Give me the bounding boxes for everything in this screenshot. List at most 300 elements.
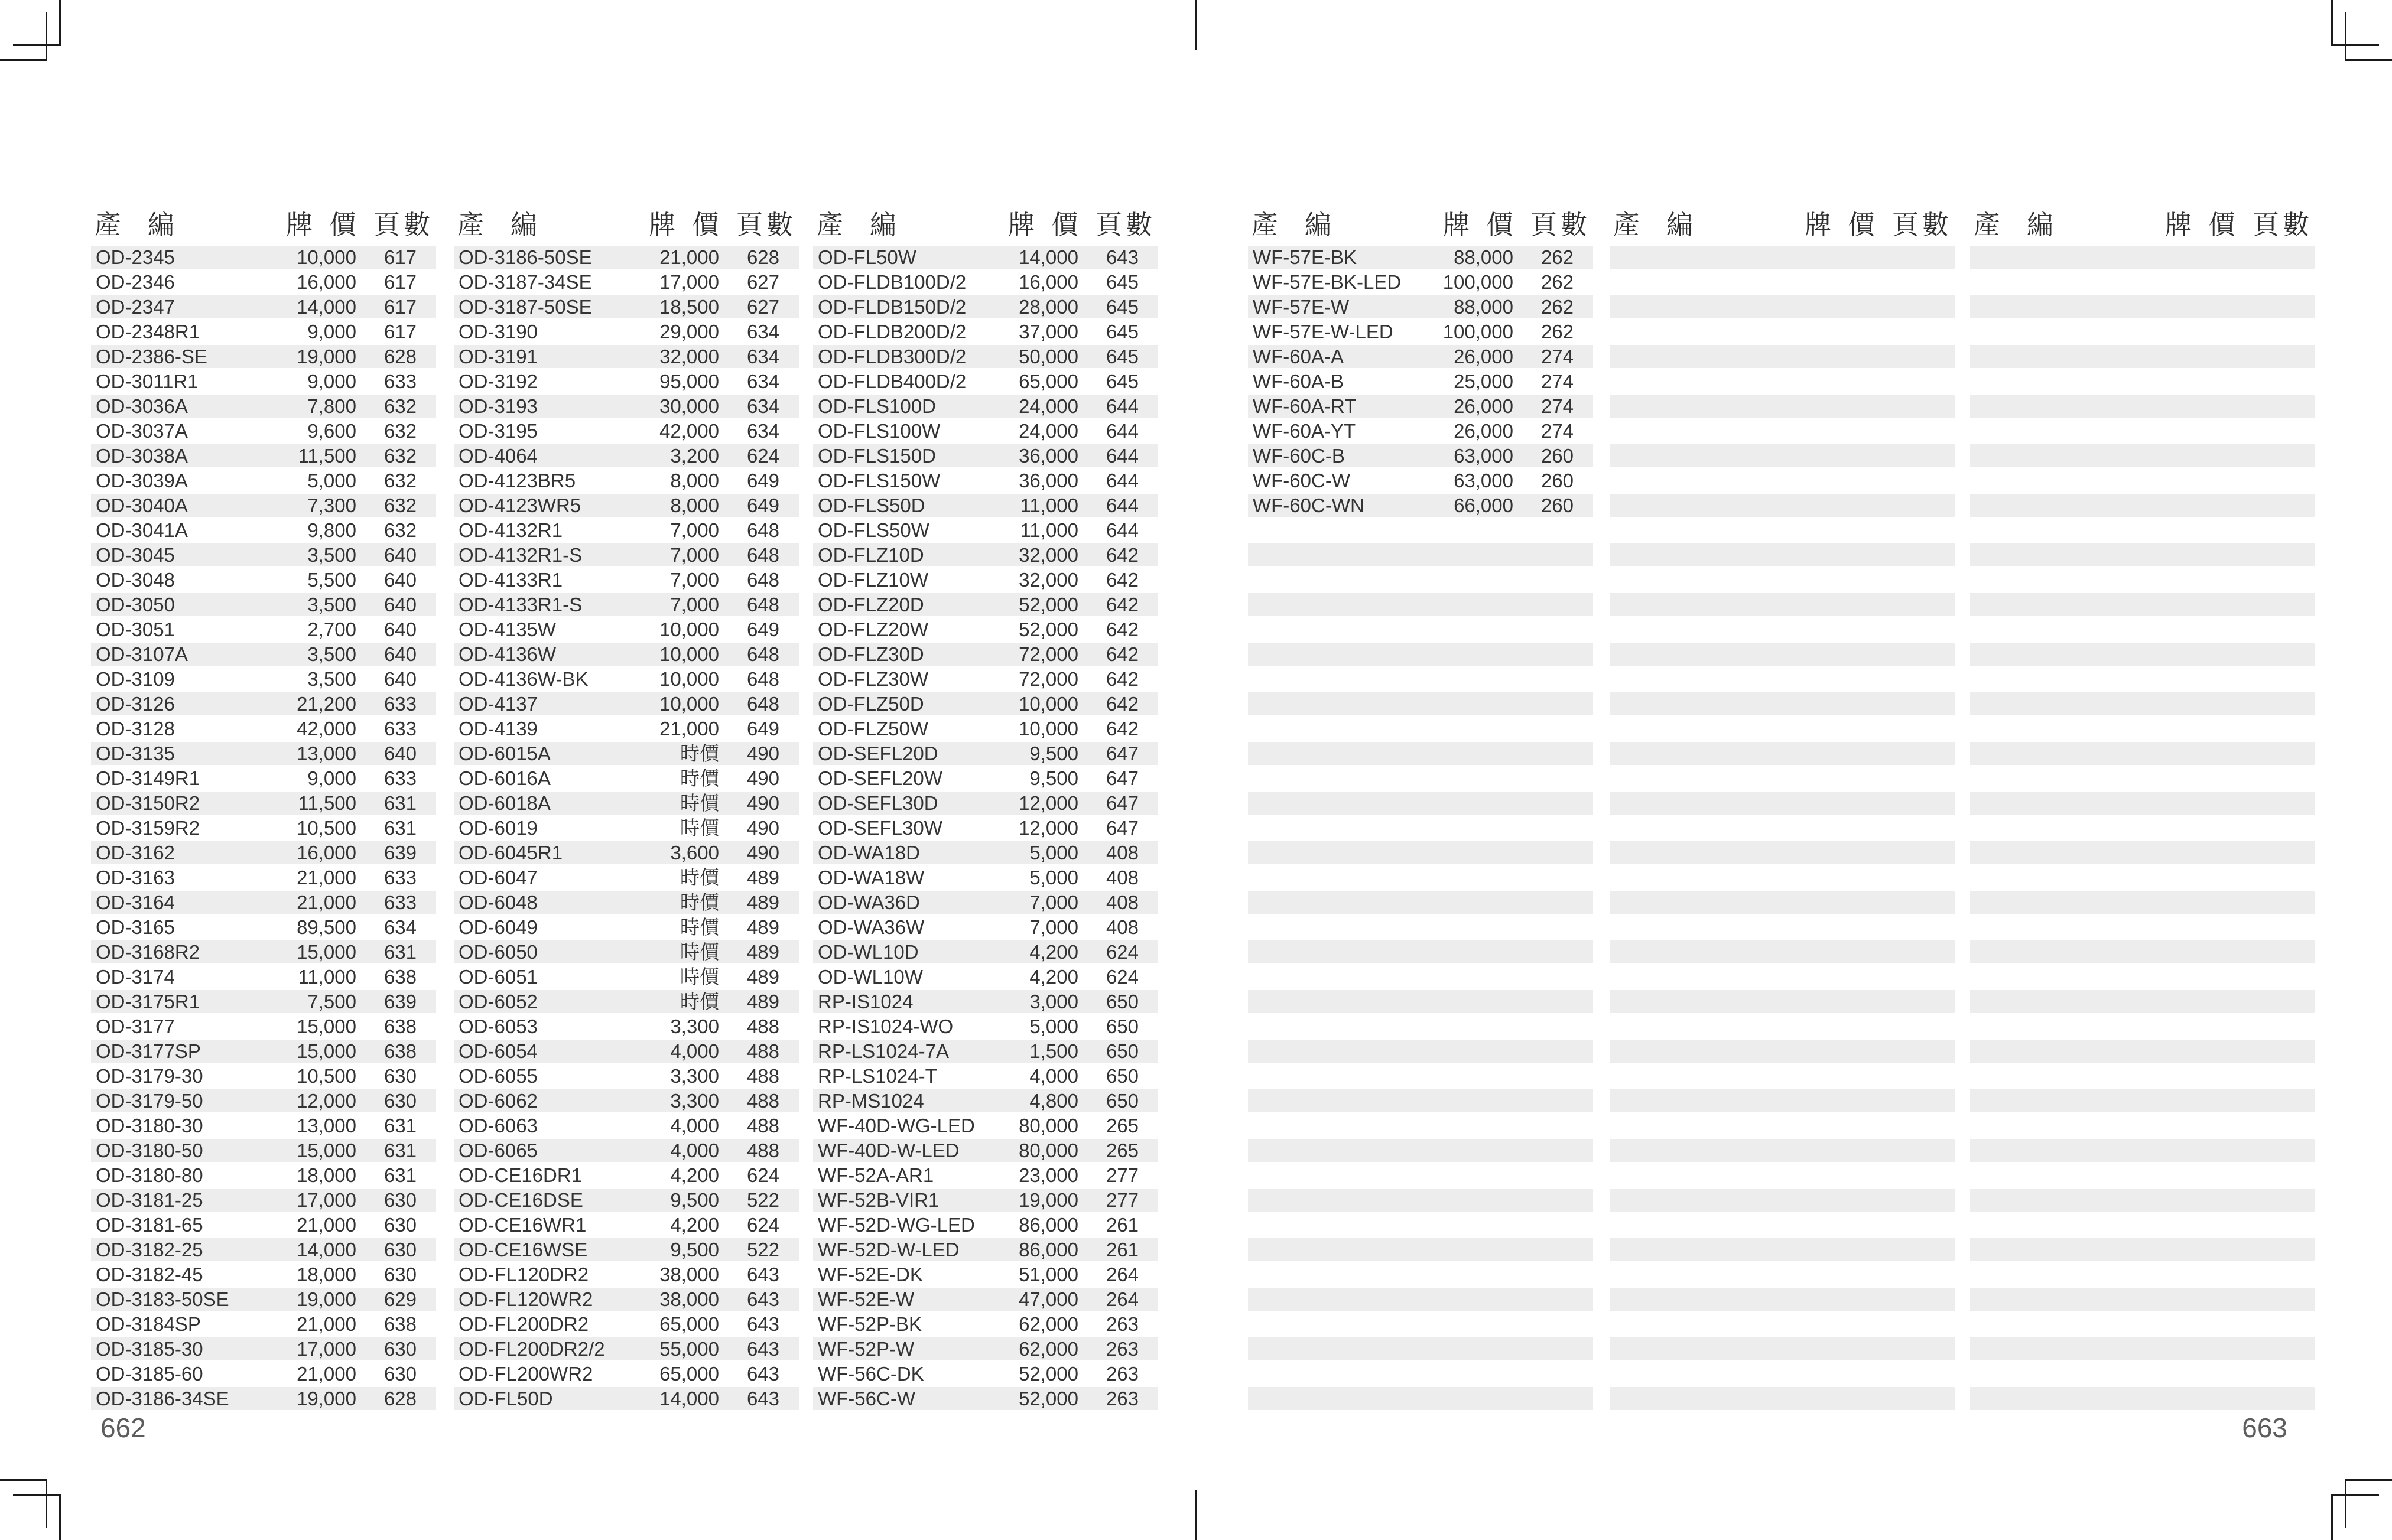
table-row	[1248, 1238, 1593, 1261]
list-price-cell: 21,000	[297, 1363, 356, 1385]
fold-mark-bottom-center	[1195, 1490, 1197, 1540]
table-row	[454, 1139, 799, 1162]
page-ref-cell: 262	[1540, 246, 1574, 268]
product-code-cell: WF-52P-W	[818, 1338, 915, 1360]
page-ref-cell: 490	[746, 743, 779, 764]
page-ref-cell: 645	[1106, 271, 1139, 293]
list-price-cell: 時價	[680, 916, 719, 938]
product-code-cell: OD-6065	[459, 1139, 538, 1161]
page-ref-cell: 489	[746, 941, 779, 963]
table-row	[813, 444, 1158, 467]
table-row	[1970, 246, 2315, 269]
product-code-cell: OD-6063	[459, 1115, 538, 1137]
page-ref-cell: 633	[384, 693, 417, 715]
product-code-cell: OD-CE16DR1	[459, 1164, 583, 1186]
list-price-header: 牌 價	[286, 210, 356, 240]
table-row	[1610, 568, 1955, 591]
page-ref-cell: 631	[384, 1164, 417, 1186]
page-ref-cell: 633	[384, 370, 417, 392]
product-code-cell: OD-4136W-BK	[459, 668, 589, 690]
table-row	[1970, 816, 2315, 839]
page-ref-cell: 489	[746, 891, 779, 913]
product-code-cell: OD-3040A	[96, 494, 188, 516]
list-price-cell: 8,000	[670, 494, 719, 516]
table-row	[1610, 1313, 1955, 1336]
list-price-cell: 21,000	[297, 1313, 356, 1335]
table-row	[1970, 692, 2315, 715]
table-row	[1970, 866, 2315, 889]
table-row	[813, 668, 1158, 691]
page-ref-cell: 261	[1106, 1239, 1139, 1261]
product-code-cell: OD-FL50W	[818, 246, 916, 268]
list-price-cell: 17,000	[659, 271, 719, 293]
page-ref-cell: 642	[1106, 544, 1139, 566]
product-code-cell: OD-FLS100D	[818, 395, 936, 417]
price-index-column	[1610, 201, 1955, 246]
product-code-cell: OD-SEFL20W	[818, 767, 942, 789]
page-ref-cell: 648	[746, 544, 779, 566]
table-row	[813, 940, 1158, 963]
table-row	[813, 519, 1158, 542]
list-price-cell: 86,000	[1019, 1239, 1078, 1261]
table-row	[813, 370, 1158, 393]
table-row	[813, 1288, 1158, 1311]
table-row	[454, 866, 799, 889]
column-header	[1970, 201, 2315, 246]
table-row	[1248, 469, 1593, 492]
list-price-cell: 52,000	[1019, 1363, 1078, 1385]
table-row	[1970, 1089, 2315, 1112]
page-ref-cell: 628	[384, 1388, 417, 1409]
table-row	[1970, 990, 2315, 1013]
product-code-cell: OD-FLS100W	[818, 420, 941, 442]
table-row	[1248, 519, 1593, 542]
table-row	[454, 1213, 799, 1236]
list-price-cell: 時價	[680, 966, 719, 988]
page-ref-cell: 644	[1106, 494, 1139, 516]
price-index-column	[1970, 201, 2315, 246]
table-row	[1610, 419, 1955, 442]
list-price-cell: 21,000	[659, 246, 719, 268]
page-ref-cell: 648	[746, 668, 779, 690]
list-price-header: 牌 價	[1008, 210, 1078, 240]
table-row	[454, 345, 799, 368]
column-header	[454, 201, 799, 246]
list-price-cell: 72,000	[1019, 643, 1078, 665]
table-row	[813, 1189, 1158, 1212]
table-row	[1610, 965, 1955, 988]
table-row	[91, 494, 436, 517]
page-ref-cell: 644	[1106, 395, 1139, 417]
table-row	[91, 1114, 436, 1137]
product-code-cell: OD-3036A	[96, 395, 188, 417]
table-row	[454, 320, 799, 343]
table-row	[813, 1362, 1158, 1385]
list-price-cell: 50,000	[1019, 346, 1078, 367]
page-ref-header: 頁數	[373, 210, 434, 240]
page-ref-cell: 631	[384, 792, 417, 814]
page-ref-cell: 624	[1106, 941, 1139, 963]
product-code-cell: OD-6052	[459, 991, 538, 1012]
table-row	[1970, 1114, 2315, 1137]
product-code-cell: OD-3179-30	[96, 1065, 203, 1087]
product-code-cell: OD-3045	[96, 544, 175, 566]
table-row	[813, 1064, 1158, 1088]
table-row	[1248, 1040, 1593, 1063]
table-row	[813, 568, 1158, 591]
product-code-cell: OD-3179-50	[96, 1090, 203, 1112]
table-row	[1610, 1089, 1955, 1112]
list-price-cell: 時價	[680, 941, 719, 963]
table-row	[454, 1164, 799, 1187]
list-price-cell: 5,000	[1029, 842, 1078, 864]
table-row	[1970, 494, 2315, 517]
product-code-cell: OD-FLDB300D/2	[818, 346, 967, 367]
table-row	[1610, 916, 1955, 939]
page-ref-cell: 644	[1106, 445, 1139, 467]
page-ref-cell: 488	[746, 1115, 779, 1137]
table-row	[1970, 742, 2315, 765]
page-ref-cell: 640	[384, 643, 417, 665]
product-code-cell: OD-FL200DR2	[459, 1313, 589, 1335]
table-row	[91, 271, 436, 294]
table-row	[1970, 395, 2315, 418]
product-code-cell: OD-3191	[459, 346, 538, 367]
table-row	[454, 1114, 799, 1137]
list-price-cell: 10,000	[297, 246, 356, 268]
page-ref-cell: 488	[746, 1139, 779, 1161]
page-ref-cell: 490	[746, 792, 779, 814]
page-ref-cell: 632	[384, 494, 417, 516]
column-rows	[1610, 246, 1955, 1412]
table-row	[813, 543, 1158, 566]
page-ref-cell: 262	[1540, 296, 1574, 318]
page-ref-cell: 265	[1106, 1139, 1139, 1161]
product-code-cell: OD-FLS150W	[818, 470, 941, 491]
table-row	[1610, 792, 1955, 815]
page-ref-cell: 639	[384, 842, 417, 864]
list-price-cell: 9,000	[307, 767, 356, 789]
list-price-header: 牌 價	[1805, 210, 1875, 240]
product-code-cell: OD-SEFL20D	[818, 743, 938, 764]
product-code-cell: RP-IS1024	[818, 991, 914, 1012]
product-code-cell: OD-6054	[459, 1040, 538, 1062]
table-row	[91, 1313, 436, 1336]
product-code-cell: WF-60A-RT	[1253, 395, 1357, 417]
table-row	[1248, 916, 1593, 939]
product-code-cell: OD-6019	[459, 817, 538, 839]
product-code-cell: WF-57E-BK	[1253, 246, 1357, 268]
page-ref-cell: 649	[746, 718, 779, 740]
list-price-cell: 12,000	[1019, 817, 1078, 839]
product-code-cell: OD-3186-50SE	[459, 246, 592, 268]
list-price-cell: 65,000	[1019, 370, 1078, 392]
page-ref-cell: 634	[746, 395, 779, 417]
table-row	[1248, 246, 1593, 269]
product-code-cell: OD-4136W	[459, 643, 557, 665]
table-row	[1970, 1288, 2315, 1311]
table-row	[454, 692, 799, 715]
table-row	[454, 717, 799, 740]
table-row	[91, 965, 436, 988]
list-price-cell: 17,000	[297, 1189, 356, 1211]
product-code-cell: OD-3183-50SE	[96, 1288, 229, 1310]
page-ref-cell: 640	[384, 544, 417, 566]
table-row	[91, 395, 436, 418]
list-price-cell: 10,000	[659, 643, 719, 665]
list-price-cell: 21,000	[297, 891, 356, 913]
list-price-cell: 72,000	[1019, 668, 1078, 690]
list-price-cell: 62,000	[1019, 1338, 1078, 1360]
table-row	[454, 295, 799, 318]
list-price-cell: 19,000	[297, 1388, 356, 1409]
table-row	[1610, 1362, 1955, 1385]
list-price-cell: 4,200	[1029, 966, 1078, 988]
page-ref-cell: 649	[746, 494, 779, 516]
table-row	[1248, 692, 1593, 715]
table-row	[1248, 668, 1593, 691]
table-row	[91, 767, 436, 790]
product-code-cell: OD-FLDB200D/2	[818, 321, 967, 343]
product-code-cell: OD-3180-50	[96, 1139, 203, 1161]
table-row	[1970, 1213, 2315, 1236]
table-row	[91, 370, 436, 393]
list-price-cell: 11,500	[298, 792, 356, 814]
product-code-cell: OD-3051	[96, 618, 175, 640]
page-ref-cell: 260	[1540, 470, 1574, 491]
table-row	[454, 1040, 799, 1063]
list-price-cell: 32,000	[1019, 569, 1078, 591]
table-row	[91, 419, 436, 442]
page-ref-cell: 630	[384, 1090, 417, 1112]
product-code-cell: OD-6018A	[459, 792, 551, 814]
product-code-cell: OD-3150R2	[96, 792, 200, 814]
list-price-cell: 5,000	[1029, 1015, 1078, 1037]
list-price-cell: 29,000	[659, 321, 719, 343]
table-row	[91, 1040, 436, 1063]
table-row	[454, 271, 799, 294]
product-code-cell: OD-4133R1	[459, 569, 563, 591]
list-price-cell: 65,000	[659, 1363, 719, 1385]
product-code-header: 產 編	[817, 210, 897, 240]
page-ref-cell: 640	[384, 668, 417, 690]
table-row	[91, 1288, 436, 1311]
product-code-cell: OD-3177	[96, 1015, 175, 1037]
page-ref-cell: 489	[746, 966, 779, 988]
table-row	[454, 1015, 799, 1038]
table-row	[91, 643, 436, 666]
table-row	[1248, 816, 1593, 839]
list-price-cell: 18,000	[297, 1264, 356, 1285]
page-ref-cell: 632	[384, 470, 417, 491]
table-row	[91, 469, 436, 492]
table-row	[91, 593, 436, 616]
table-row	[813, 866, 1158, 889]
page-ref-cell: 642	[1106, 668, 1139, 690]
list-price-cell: 32,000	[1019, 544, 1078, 566]
table-row	[1248, 543, 1593, 566]
product-code-cell: OD-3126	[96, 693, 175, 715]
product-code-cell: OD-4123WR5	[459, 494, 581, 516]
product-code-cell: OD-FLDB400D/2	[818, 370, 967, 392]
product-code-header: 產 編	[1252, 210, 1332, 240]
product-code-cell: RP-LS1024-T	[818, 1065, 937, 1087]
product-code-cell: OD-3135	[96, 743, 175, 764]
table-row	[91, 668, 436, 691]
page-ref-cell: 645	[1106, 346, 1139, 367]
page-ref-cell: 644	[1106, 470, 1139, 491]
table-row	[1970, 444, 2315, 467]
product-code-cell: OD-FLS50W	[818, 519, 930, 541]
product-code-cell: OD-3187-34SE	[459, 271, 592, 293]
table-row	[1970, 1164, 2315, 1187]
table-row	[1248, 295, 1593, 318]
list-price-cell: 4,000	[670, 1139, 719, 1161]
table-row	[1248, 940, 1593, 963]
list-price-header: 牌 價	[1443, 210, 1513, 240]
table-row	[454, 519, 799, 542]
page-ref-cell: 640	[384, 594, 417, 616]
table-row	[1610, 1189, 1955, 1212]
table-row	[1248, 370, 1593, 393]
page-ref-cell: 630	[384, 1065, 417, 1087]
list-price-cell: 4,200	[670, 1164, 719, 1186]
list-price-cell: 88,000	[1454, 246, 1513, 268]
list-price-cell: 37,000	[1019, 321, 1078, 343]
table-row	[91, 1189, 436, 1212]
table-row	[1610, 295, 1955, 318]
page-ref-cell: 277	[1106, 1164, 1139, 1186]
product-code-cell: OD-FLZ50D	[818, 693, 924, 715]
page-ref-header: 頁數	[2253, 210, 2313, 240]
page-ref-cell: 634	[746, 420, 779, 442]
page-ref-cell: 488	[746, 1090, 779, 1112]
list-price-cell: 13,000	[297, 743, 356, 764]
product-code-cell: OD-3185-60	[96, 1363, 203, 1385]
page-ref-cell: 522	[746, 1189, 779, 1211]
list-price-cell: 3,300	[670, 1065, 719, 1087]
list-price-cell: 時價	[680, 867, 719, 888]
product-code-cell: OD-3037A	[96, 420, 188, 442]
table-row	[91, 246, 436, 269]
table-row	[813, 295, 1158, 318]
price-index-column	[813, 201, 1158, 1409]
list-price-cell: 24,000	[1019, 395, 1078, 417]
product-code-header: 產 編	[457, 210, 538, 240]
table-row	[454, 1189, 799, 1212]
product-code-cell: OD-6051	[459, 966, 538, 988]
page-ref-cell: 649	[746, 470, 779, 491]
product-code-header: 產 編	[95, 210, 175, 240]
table-row	[813, 618, 1158, 641]
product-code-cell: OD-3109	[96, 668, 175, 690]
page-ref-cell: 274	[1540, 346, 1574, 367]
table-row	[1248, 1189, 1593, 1212]
list-price-cell: 4,000	[1029, 1065, 1078, 1087]
table-row	[91, 841, 436, 864]
table-row	[1248, 1064, 1593, 1088]
list-price-cell: 38,000	[659, 1264, 719, 1285]
table-row	[813, 345, 1158, 368]
list-price-header: 牌 價	[649, 210, 719, 240]
table-row	[813, 643, 1158, 666]
product-code-cell: OD-3162	[96, 842, 175, 864]
page-ref-cell: 617	[384, 296, 417, 318]
list-price-cell: 時價	[680, 817, 719, 839]
table-row	[813, 742, 1158, 765]
page-ref-cell: 643	[746, 1264, 779, 1285]
list-price-cell: 5,000	[1029, 867, 1078, 888]
table-row	[1970, 271, 2315, 294]
table-row	[91, 519, 436, 542]
table-row	[1248, 965, 1593, 988]
page-ref-cell: 648	[746, 643, 779, 665]
list-price-cell: 時價	[680, 991, 719, 1012]
list-price-cell: 15,000	[297, 941, 356, 963]
product-code-cell: OD-6045R1	[459, 842, 563, 864]
column-rows	[1248, 246, 1593, 1412]
table-row	[813, 320, 1158, 343]
page-ref-cell: 632	[384, 395, 417, 417]
list-price-cell: 時價	[680, 891, 719, 913]
list-price-cell: 11,000	[1020, 519, 1078, 541]
list-price-cell: 21,000	[659, 718, 719, 740]
list-price-cell: 11,000	[1020, 494, 1078, 516]
page-ref-cell: 640	[384, 743, 417, 764]
page-number-right: 663	[2242, 1412, 2287, 1443]
table-row	[813, 692, 1158, 715]
list-price-cell: 80,000	[1019, 1139, 1078, 1161]
list-price-cell: 4,200	[1029, 941, 1078, 963]
product-code-cell: OD-3187-50SE	[459, 296, 592, 318]
page-ref-cell: 643	[746, 1313, 779, 1335]
list-price-cell: 86,000	[1019, 1214, 1078, 1236]
list-price-cell: 18,500	[659, 296, 719, 318]
product-code-cell: OD-4135W	[459, 618, 557, 640]
table-row	[1970, 1238, 2315, 1261]
table-row	[1248, 1015, 1593, 1038]
column-header	[813, 201, 1158, 246]
table-row	[91, 320, 436, 343]
page-ref-cell: 633	[384, 767, 417, 789]
table-row	[1248, 1089, 1593, 1112]
product-code-cell: WF-52B-VIR1	[818, 1189, 940, 1211]
table-row	[1610, 1337, 1955, 1360]
list-price-cell: 19,000	[1019, 1189, 1078, 1211]
list-price-cell: 16,000	[297, 271, 356, 293]
table-row	[91, 692, 436, 715]
page-ref-cell: 638	[384, 1313, 417, 1335]
page-ref-cell: 262	[1540, 321, 1574, 343]
table-row	[91, 1139, 436, 1162]
list-price-cell: 100,000	[1442, 321, 1513, 343]
table-row	[1610, 271, 1955, 294]
page-ref-cell: 638	[384, 966, 417, 988]
fold-mark-top-center	[1195, 0, 1197, 50]
table-row	[1970, 1189, 2315, 1212]
product-code-cell: OD-3107A	[96, 643, 188, 665]
product-code-cell: OD-FL200DR2/2	[459, 1338, 605, 1360]
table-row	[813, 1015, 1158, 1038]
table-row	[454, 1313, 799, 1336]
column-rows	[1970, 246, 2315, 1412]
list-price-cell: 4,000	[670, 1115, 719, 1137]
page-ref-header: 頁數	[1530, 210, 1591, 240]
product-code-cell: OD-FL50D	[459, 1388, 553, 1409]
table-row	[1970, 543, 2315, 566]
list-price-cell: 4,000	[670, 1040, 719, 1062]
table-row	[813, 469, 1158, 492]
